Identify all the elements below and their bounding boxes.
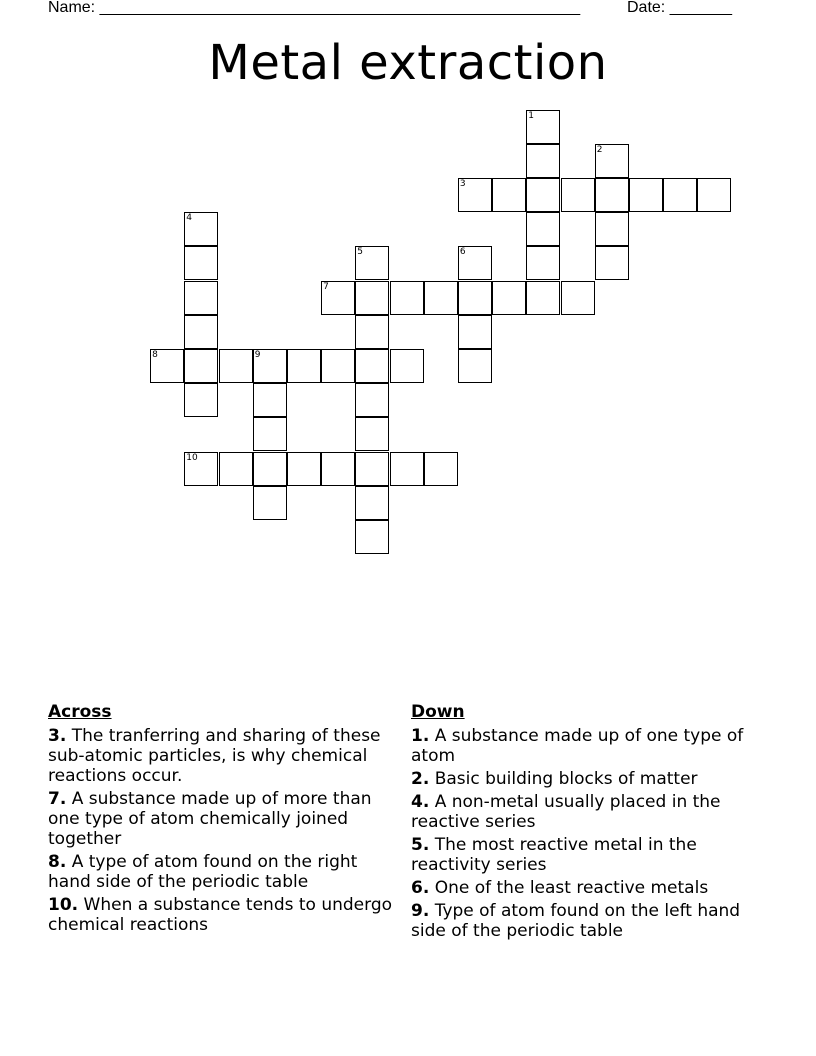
clue-text: Basic building blocks of matter: [434, 769, 698, 789]
cell-number: 2: [596, 144, 603, 155]
cell-number: 3: [459, 178, 466, 189]
crossword-cell[interactable]: [526, 246, 560, 280]
crossword-cell[interactable]: [629, 178, 663, 212]
crossword-cell[interactable]: [561, 178, 595, 212]
crossword-cell[interactable]: [697, 178, 731, 212]
crossword-cell[interactable]: [355, 486, 389, 520]
crossword-cell[interactable]: [458, 246, 492, 280]
clue-across-10: [48, 895, 393, 935]
cell-number: 1: [528, 110, 535, 121]
clue-text: Type of atom found on the left hand side of the periodic table: [411, 901, 741, 941]
name-field-label: Name: ______________________________________________________: [48, 0, 581, 16]
crossword-cell[interactable]: [253, 417, 287, 451]
crossword-cell[interactable]: [287, 452, 321, 486]
clue-text: The most reactive metal in the reactivity series: [411, 835, 697, 875]
down-clues: [411, 702, 761, 944]
crossword-cell[interactable]: [390, 452, 424, 486]
crossword-cell[interactable]: [492, 178, 526, 212]
page-title: Metal extraction: [208, 35, 608, 91]
crossword-cell[interactable]: [526, 281, 560, 315]
crossword-cell[interactable]: [184, 315, 218, 349]
clue-number: 3.: [48, 726, 67, 746]
crossword-cell[interactable]: [219, 452, 253, 486]
across-clues: [48, 702, 393, 938]
crossword-cell[interactable]: [458, 315, 492, 349]
crossword-cell[interactable]: [355, 520, 389, 554]
crossword-cell[interactable]: [492, 281, 526, 315]
crossword-cell[interactable]: [595, 212, 629, 246]
clue-number: 6.: [411, 878, 430, 898]
crossword-cell[interactable]: [458, 178, 492, 212]
crossword-cell[interactable]: [184, 212, 218, 246]
crossword-cell[interactable]: [253, 486, 287, 520]
clue-text: A non-metal usually placed in the reactive series: [411, 792, 721, 832]
clue-down-4: [411, 792, 761, 832]
crossword-cell[interactable]: [184, 281, 218, 315]
clue-down-1: [411, 726, 761, 766]
clue-number: 8.: [48, 852, 67, 872]
crossword-cell[interactable]: [595, 246, 629, 280]
crossword-cell[interactable]: [184, 452, 218, 486]
clue-down-2: [411, 769, 761, 789]
crossword-cell[interactable]: [355, 383, 389, 417]
crossword-cell[interactable]: [424, 452, 458, 486]
crossword-cell[interactable]: [253, 383, 287, 417]
clue-text: The tranferring and sharing of these sub-atomic particles, is why chemical reactions occur.: [48, 726, 381, 786]
crossword-cell[interactable]: [321, 281, 355, 315]
cell-number: 6: [459, 247, 466, 258]
crossword-cell[interactable]: [355, 417, 389, 451]
crossword-cell[interactable]: [424, 281, 458, 315]
crossword-cell[interactable]: [595, 178, 629, 212]
cell-number: 7: [323, 281, 329, 292]
across-heading: Across: [48, 702, 112, 722]
clue-number: 2.: [411, 769, 430, 789]
crossword-cell[interactable]: [219, 349, 253, 383]
clue-text: A substance made up of more than one type of atom chemically joined together: [48, 789, 372, 849]
clue-number: 5.: [411, 835, 430, 855]
crossword-cell[interactable]: [526, 178, 560, 212]
crossword-cell[interactable]: [561, 281, 595, 315]
clue-text: A type of atom found on the right hand side of the periodic table: [48, 852, 358, 892]
crossword-cell[interactable]: [458, 281, 492, 315]
clue-number: 4.: [411, 792, 430, 812]
cell-number: 8: [152, 349, 158, 360]
clue-down-6: [411, 878, 761, 898]
crossword-cell[interactable]: [321, 452, 355, 486]
clue-text: One of the least reactive metals: [434, 878, 709, 898]
crossword-cell[interactable]: [390, 281, 424, 315]
crossword-cell[interactable]: [355, 452, 389, 486]
clue-number: 10.: [48, 895, 79, 915]
crossword-cell[interactable]: [526, 144, 560, 178]
date-field-label: Date: _______: [627, 0, 732, 16]
crossword-cell[interactable]: [253, 349, 287, 383]
crossword-cell[interactable]: [595, 144, 629, 178]
clue-number: 1.: [411, 726, 430, 746]
crossword-cell[interactable]: [355, 315, 389, 349]
crossword-cell[interactable]: [526, 110, 560, 144]
clue-text: A substance made up of one type of atom: [411, 726, 744, 766]
crossword-cell[interactable]: [390, 349, 424, 383]
cell-number: 10: [186, 452, 198, 463]
crossword-cell[interactable]: [287, 349, 321, 383]
crossword-cell[interactable]: [526, 212, 560, 246]
crossword-cell[interactable]: [253, 452, 287, 486]
crossword-cell[interactable]: [321, 349, 355, 383]
cell-number: 9: [254, 349, 261, 360]
clue-down-9: [411, 901, 761, 941]
clue-down-5: [411, 835, 761, 875]
crossword-cell[interactable]: [355, 349, 389, 383]
crossword-cell[interactable]: [150, 349, 184, 383]
clue-across-3: [48, 726, 393, 786]
clue-number: 9.: [411, 901, 430, 921]
crossword-cell[interactable]: [184, 246, 218, 280]
crossword-cell[interactable]: [184, 383, 218, 417]
clue-text: When a substance tends to undergo chemical reactions: [48, 895, 393, 935]
clue-number: 7.: [48, 789, 67, 809]
crossword-cell[interactable]: [355, 246, 389, 280]
down-heading: Down: [411, 702, 465, 722]
clue-across-7: [48, 789, 393, 849]
crossword-cell[interactable]: [184, 349, 218, 383]
crossword-cell[interactable]: [663, 178, 697, 212]
clue-across-8: [48, 852, 393, 892]
crossword-cell[interactable]: [458, 349, 492, 383]
cell-number: 5: [357, 247, 364, 258]
cell-number: 4: [186, 213, 193, 224]
crossword-cell[interactable]: [355, 281, 389, 315]
